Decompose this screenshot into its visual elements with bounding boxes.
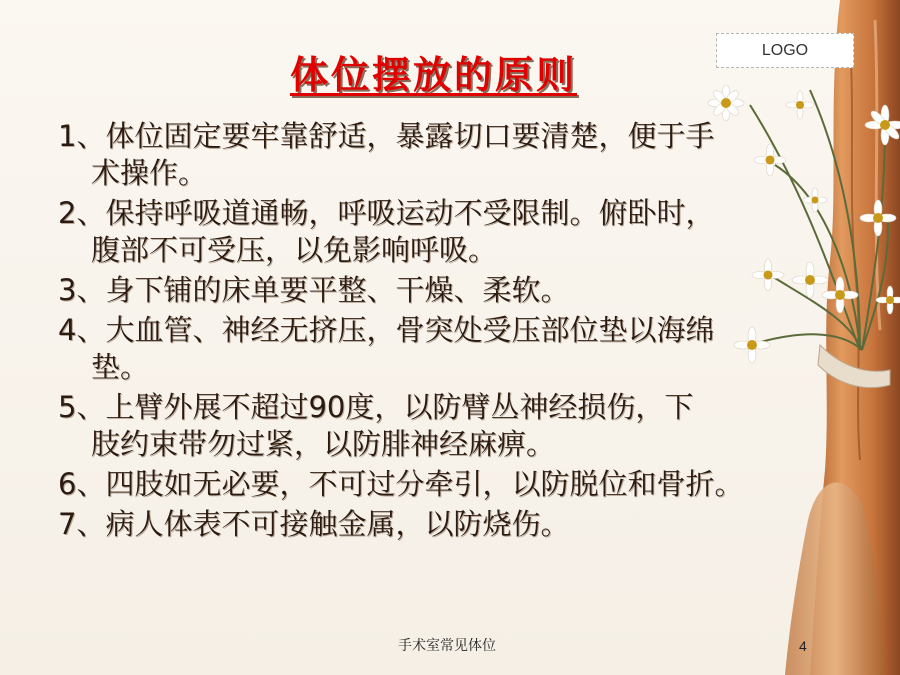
list-item-line: 4、大血管、神经无挤压，骨突处受压部位垫以海绵: [58, 313, 715, 347]
list-item-line: 5、上臂外展不超过90度，以防臂丛神经损伤，下: [58, 390, 694, 424]
list-item-continuation: 肢约束带勿过紧，以防腓神经麻痹。: [91, 427, 556, 461]
list-item: [58, 466, 858, 503]
list-item-continuation: 腹部不可受压，以免影响呼吸。: [91, 233, 498, 267]
list-item: [58, 389, 858, 463]
list-item-line: 3、身下铺的床单要平整、干燥、柔软。: [58, 273, 570, 307]
principles-list: [58, 118, 858, 546]
list-item: [58, 272, 858, 309]
slide-title: 体位摆放的原则: [290, 53, 578, 97]
list-item: [58, 118, 858, 192]
list-item: [58, 506, 858, 543]
logo-placeholder: LOGO: [716, 33, 854, 68]
list-item-continuation: 垫。: [91, 350, 150, 384]
page-number: 4: [799, 638, 807, 654]
list-item-line: 7、病人体表不可接触金属，以防烧伤。: [58, 507, 570, 541]
list-item-continuation: 术操作。: [91, 156, 208, 190]
list-item-line: 2、保持呼吸道通畅，呼吸运动不受限制。俯卧时，: [58, 196, 715, 230]
list-item-line: 1、体位固定要牢靠舒适，暴露切口要清楚，便于手: [58, 119, 715, 153]
slide-footer: 手术室常见体位: [398, 638, 496, 654]
list-item: [58, 195, 858, 269]
list-item-line: 6、四肢如无必要，不可过分牵引，以防脱位和骨折。: [58, 467, 744, 501]
list-item: [58, 312, 858, 386]
